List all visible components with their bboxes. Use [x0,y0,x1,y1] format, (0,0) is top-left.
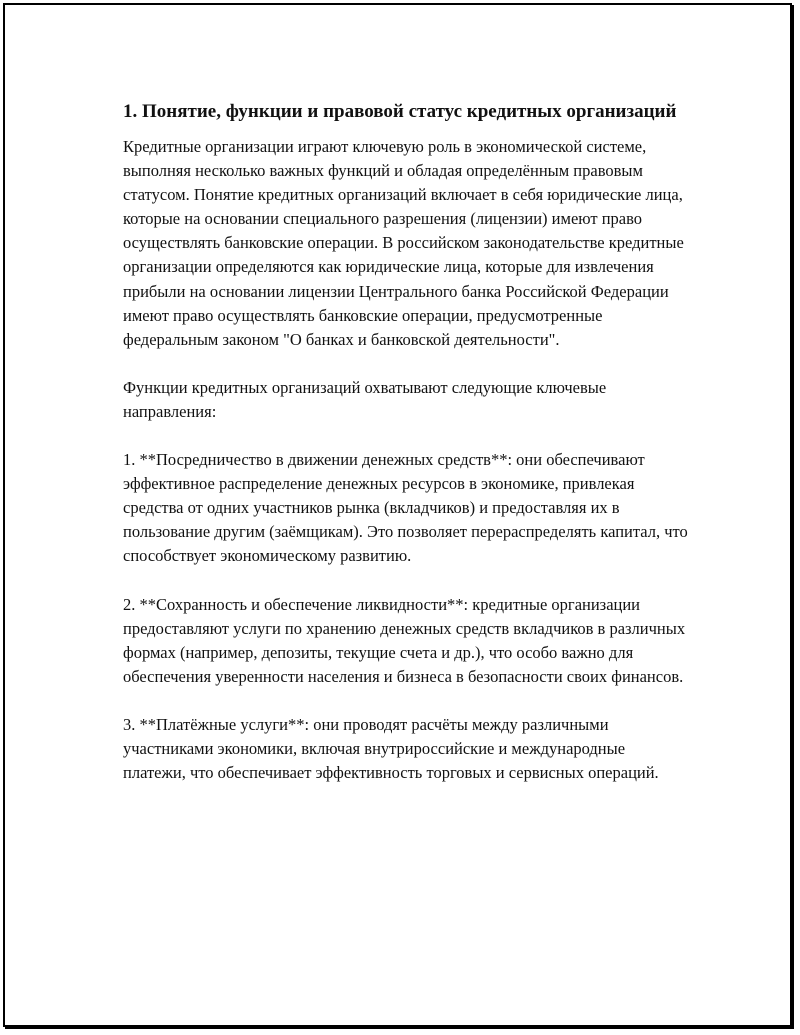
function-item-1: 1. **Посредничество в движении денежных средств**: они обеспечивают эффективное распределение денежных ресурсов в экономике, привлекая средства от одних участников рынка (вкладчиков) и предоставляя их в пользование другим (заёмщикам). Это позволяет перераспределять капитал, что способствует экономическому развитию. [123,450,688,566]
function-item-2: 2. **Сохранность и обеспечение ликвидности**: кредитные организации предоставляют услуги по хранению денежных средств вкладчиков в различных формах (например, депозиты, текущие счета и др.), что особо важно для обеспечения уверенности населения и бизнеса в безопасности своих финансов. [123,594,686,686]
page-frame [3,3,792,1027]
section-heading: 1. Понятие, функции и правовой статус кредитных организаций [123,101,677,122]
function-item-3: 3. **Платёжные услуги**: они проводят расчёты между различными участниками экономики, включая внутрироссийские и международные платежи, что обеспечивает эффективность торговых и сервисных операций. [123,714,659,783]
functions-intro-paragraph: Функции кредитных организаций охватывают следующие ключевые направления: [123,377,607,421]
intro-paragraph: Кредитные организации играют ключевую роль в экономической системе, выполняя несколько важных функций и обладая определённым правовым статусом. Понятие кредитных организаций включает в себя юридические лица, которые на основании специального разрешения (лицензии) имеют право осуществлять банковские операции. В российском законодательстве кредитные организации определяются как юридические лица, которые для извлечения прибыли на основании лицензии Центрального банка Российской Федерации имеют право осуществлять банковские операции, предусмотренные федеральным законом "О банках и банковской деятельности". [123,137,684,349]
document-body [123,99,691,809]
